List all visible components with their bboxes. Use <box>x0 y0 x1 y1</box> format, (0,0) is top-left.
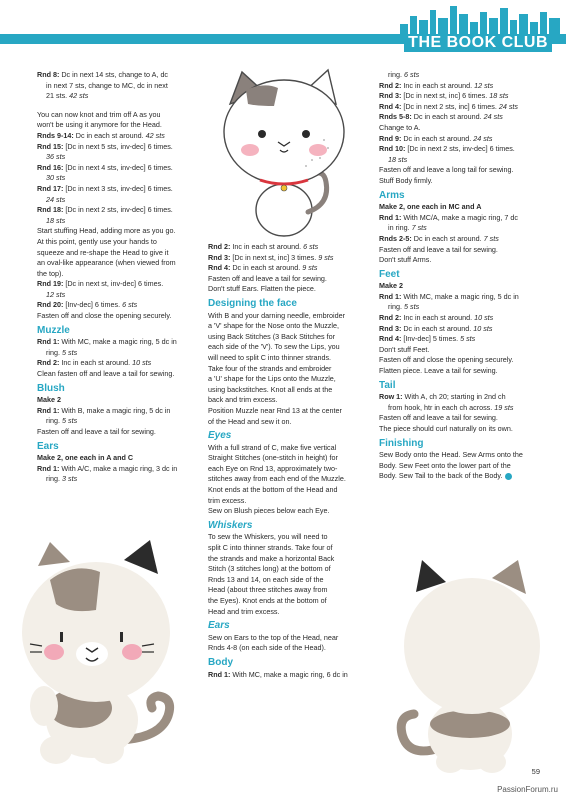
round-label: Rnds 2-5: <box>379 233 412 243</box>
section-heading: Eyes <box>208 430 232 442</box>
instruction-text: Straight Stitches (one-stitch in height) for <box>208 453 338 463</box>
text-line <box>208 554 373 565</box>
instruction-text: stitches away from each end of the Muzzle. <box>208 474 346 484</box>
instruction-text: [Inv-dec] 6 times. <box>63 300 123 310</box>
instruction-text: [Dc in next st, inc] 6 times. <box>401 91 490 101</box>
instruction-text: Fasten off and close the opening securely. <box>37 311 172 321</box>
section-heading: Whiskers <box>208 519 253 531</box>
instruction-text: At this point, gently use your hands to <box>37 236 157 246</box>
round-label: Rnd 2: <box>208 242 231 251</box>
text-line <box>379 334 549 345</box>
round-label: Rnd 1: <box>37 337 60 347</box>
text-line <box>37 70 202 81</box>
round-label: Make 2 <box>379 281 403 291</box>
stitch-count: 10 sts <box>473 323 493 333</box>
text-line <box>208 364 373 375</box>
round-label: Rnd 2: <box>37 358 60 368</box>
text-line <box>37 358 202 369</box>
stitch-count: 3 sts <box>61 474 78 484</box>
text-line <box>208 585 373 596</box>
stitch-count: 7 sts <box>411 223 427 233</box>
stitch-count: 24 sts <box>483 112 503 122</box>
instruction-text: Start stuffing Head, adding more as you go. <box>37 226 176 236</box>
text-line <box>37 348 202 359</box>
instruction-text: squeeze and re-shape the Head to give it <box>37 247 169 257</box>
instruction-text: the top). <box>37 268 64 278</box>
text-line <box>379 292 549 303</box>
text-line <box>37 248 202 259</box>
text-line <box>37 216 202 227</box>
text-line <box>37 205 202 216</box>
instruction-text: [Dc in next st, inc] 3 times. <box>230 252 319 262</box>
stitch-count: 5 sts <box>460 334 476 344</box>
stitch-count: 6 sts <box>122 300 138 310</box>
round-label: Rnd 1: <box>379 291 402 301</box>
stitch-count: 7 sts <box>483 233 499 243</box>
text-line <box>208 453 373 464</box>
instruction-text: using backstitches. Knot all ends at the <box>208 384 333 394</box>
instruction-text: [Dc in next 3 sts, inv-dec] 6 times. <box>63 183 173 193</box>
round-label: Rnd 15: <box>37 141 64 151</box>
section-heading: Ears <box>208 620 230 632</box>
text-line <box>379 176 549 187</box>
page-number: 59 <box>531 767 540 776</box>
instruction-text: With MC, make a magic ring, 6 dc in <box>230 669 348 679</box>
round-label: Rnd 4: <box>379 334 402 344</box>
text-line <box>379 112 549 123</box>
text-line <box>379 281 549 292</box>
round-label: Rnd 8: <box>37 70 60 79</box>
round-label: Rnd 3: <box>208 252 231 262</box>
text-line <box>379 366 549 377</box>
instruction-text: Rnds 4-8 (on each side of the Head). <box>208 643 326 653</box>
instruction-text: With MC, make a magic ring, 5 dc in <box>59 337 177 347</box>
text-line <box>37 195 202 206</box>
stitch-count: 5 sts <box>403 302 420 312</box>
text-line <box>37 369 202 380</box>
text-line <box>208 353 373 364</box>
text-line <box>37 81 202 92</box>
text-line <box>379 81 549 92</box>
text-line <box>37 184 202 195</box>
text-line <box>37 258 202 269</box>
instruction-text: Don't stuff Arms. <box>379 255 432 265</box>
section-heading: Designing the face <box>208 297 297 309</box>
instruction-text: ring. <box>46 474 62 484</box>
section-heading: Feet <box>379 268 400 280</box>
instruction-text: Head (about three stitches away from <box>208 585 328 595</box>
round-label: Make 2, one each in MC and A <box>379 202 482 212</box>
instruction-text: Dc in each st around. <box>401 323 474 333</box>
instruction-text: Don't stuff Feet. <box>379 344 430 354</box>
instruction-text: Dc in each st around. <box>411 112 484 122</box>
round-label: Rnd 1: <box>379 212 402 222</box>
text-line <box>37 142 202 153</box>
instruction-text: Rnds 13 and 14, on each side of the <box>208 574 324 584</box>
text-line <box>208 643 373 654</box>
text-line <box>379 450 549 461</box>
watermark-site: PassionForum.ru <box>497 785 558 794</box>
round-label: Rnds 5-8: <box>379 112 412 122</box>
text-line <box>379 134 549 145</box>
instruction-text: [Dc in next st, inv-dec] 6 times. <box>63 279 164 289</box>
instruction-text: in next 7 sts, change to MC, dc in next <box>46 80 168 90</box>
text-line <box>379 245 549 256</box>
stitch-count: 9 sts <box>302 263 318 273</box>
instruction-text: ring. <box>388 70 404 79</box>
round-label: Row 1: <box>379 392 403 402</box>
text-line <box>37 152 202 163</box>
instruction-text: each side of the 'V'). To sew the Lips, you <box>208 342 340 352</box>
instruction-text: Inc in each st around. <box>401 80 475 90</box>
stitch-count: 42 sts <box>69 91 89 101</box>
stitch-count: 12 sts <box>474 80 494 90</box>
instruction-text: Stitch (3 stitches long) at the bottom of <box>208 564 331 574</box>
instruction-text: each Eye on Rnd 13, approximately two- <box>208 463 338 473</box>
text-line <box>208 543 373 554</box>
instruction-text: Inc in each st around. <box>59 358 133 368</box>
stitch-count: 18 sts <box>489 91 509 101</box>
instruction-text: of the Head and sew it on. <box>208 416 292 426</box>
instruction-text: Change to A. <box>379 122 421 132</box>
stitch-count: 12 sts <box>46 289 66 299</box>
text-line <box>37 416 202 427</box>
text-line <box>208 506 373 517</box>
text-line <box>37 406 202 417</box>
text-line <box>379 70 549 81</box>
instruction-text: Flatten piece. Leave a tail for sewing. <box>379 366 498 376</box>
text-line <box>208 596 373 607</box>
text-line <box>37 131 202 142</box>
stitch-count: 18 sts <box>46 215 66 225</box>
stitch-count: 24 sts <box>473 133 493 143</box>
instruction-text: the Eyes). Knot ends at the bottom of <box>208 596 327 605</box>
text-line <box>37 453 202 464</box>
stitch-count: 5 sts <box>61 416 78 426</box>
instruction-text: a 'U' shape for the Lips onto the Muzzle, <box>208 374 336 384</box>
instruction-text: Fasten off and leave a tail for sewing. <box>37 427 156 436</box>
section-heading: Arms <box>379 189 405 201</box>
round-label: Rnd 9: <box>379 133 402 143</box>
instruction-text: ring. <box>46 347 62 357</box>
instruction-text: Fasten off and leave a long tail for sewing. <box>379 165 514 175</box>
cat-illustration <box>208 62 373 242</box>
instruction-text: Fasten off and leave a tail for sewing. <box>379 244 498 254</box>
instruction-text: With A/C, make a magic ring, 3 dc in <box>59 463 178 473</box>
instruction-text: [Dc in next 4 sts, inv-dec] 6 times. <box>63 162 173 172</box>
instruction-text: [Dc in next 2 sts, inv-dec] 6 times. <box>405 144 515 154</box>
instruction-text: Dc in each st around. <box>411 233 484 243</box>
text-line <box>208 332 373 343</box>
instruction-text: Sew Body onto the Head. Sew Arms onto the <box>379 450 523 460</box>
text-line <box>37 226 202 237</box>
text-line <box>379 403 549 414</box>
round-label: Rnd 2: <box>379 80 402 90</box>
instruction-text: Clean fasten off and leave a tail for sewing. <box>37 369 175 379</box>
stitch-count: 6 sts <box>303 242 319 251</box>
instruction-text: With B, make a magic ring, 5 dc in <box>59 405 171 415</box>
text-line <box>208 406 373 417</box>
text-line <box>37 464 202 475</box>
text-line <box>37 279 202 290</box>
round-label: Make 2, one each in A and C <box>37 453 134 463</box>
stitch-count: 5 sts <box>61 347 78 357</box>
text-line <box>208 417 373 428</box>
stitch-count: 10 sts <box>474 313 494 323</box>
stitch-count: 30 sts <box>46 173 66 183</box>
text-line <box>37 91 202 102</box>
stitch-count: 19 sts <box>494 402 514 412</box>
text-line <box>379 165 549 176</box>
instruction-text: You can now knot and trim off A as you <box>37 109 161 119</box>
text-line <box>208 633 373 644</box>
instruction-text: back and trim excess. <box>208 395 278 405</box>
stitch-count: 24 sts <box>46 194 66 204</box>
text-line <box>379 144 549 155</box>
instruction-text: Dc in each st around. <box>73 130 146 140</box>
end-marker-icon <box>505 473 512 480</box>
text-line <box>208 464 373 475</box>
text-line <box>208 496 373 507</box>
instruction-text: Body. Sew Feet onto the lower part of the <box>379 460 511 470</box>
instruction-text: Fasten off and leave a tail for sewing. <box>208 273 327 283</box>
round-label: Rnd 1: <box>37 405 60 415</box>
column-middle <box>208 242 373 680</box>
instruction-text: [Dc in next 5 sts, inv-dec] 6 times. <box>63 141 173 151</box>
text-line <box>208 284 373 295</box>
instruction-text: Inc in each st around. <box>401 313 475 323</box>
text-line <box>37 163 202 174</box>
column-left <box>37 70 202 485</box>
text-line <box>379 471 549 482</box>
text-line <box>208 485 373 496</box>
text-line <box>208 374 373 385</box>
round-label: Rnd 3: <box>379 91 402 101</box>
instruction-text: will need to split C into thinner strands. <box>208 352 332 362</box>
instruction-text: Dc in each st around. <box>401 133 474 143</box>
stitch-count: 6 sts <box>403 70 420 79</box>
text-line <box>37 269 202 280</box>
round-label: Rnd 20: <box>37 300 64 310</box>
instruction-text: Body. Sew Tail to the back of the Body. <box>379 471 503 481</box>
instruction-text: Fasten off and close the opening securely. <box>379 355 514 365</box>
text-line <box>379 324 549 335</box>
section-heading: Body <box>208 656 233 668</box>
text-line <box>379 345 549 356</box>
instruction-text: With A, ch 20; starting in 2nd ch <box>402 392 506 402</box>
paragraph-gap <box>37 102 202 110</box>
amigurumi-cat-photo-front <box>0 540 205 770</box>
instruction-text: With MC/A, make a magic ring, 7 dc <box>401 212 518 222</box>
text-line <box>37 173 202 184</box>
section-heading: Ears <box>37 440 59 452</box>
round-label: Rnd 4: <box>379 101 402 111</box>
text-line <box>37 337 202 348</box>
text-line <box>379 155 549 166</box>
section-heading: Tail <box>379 379 396 391</box>
text-line <box>208 395 373 406</box>
round-label: Rnd 17: <box>37 183 64 193</box>
text-line <box>379 413 549 424</box>
text-line <box>379 392 549 403</box>
text-line <box>379 91 549 102</box>
text-line <box>37 427 202 438</box>
instruction-text: from hook, htr in each ch across. <box>388 402 495 412</box>
text-line <box>379 123 549 134</box>
text-line <box>37 395 202 406</box>
text-line <box>379 302 549 313</box>
text-line <box>379 461 549 472</box>
text-line <box>208 474 373 485</box>
stitch-count: 18 sts <box>388 154 408 164</box>
instruction-text: Head and trim excess. <box>208 606 280 616</box>
round-label: Rnds 9-14: <box>37 130 74 140</box>
text-line <box>379 213 549 224</box>
text-line <box>37 474 202 485</box>
text-line <box>379 424 549 435</box>
instruction-text: Inc in each st around. <box>230 242 304 251</box>
text-line <box>37 290 202 301</box>
stitch-count: 10 sts <box>132 358 152 368</box>
round-label: Rnd 3: <box>379 323 402 333</box>
section-heading: Muzzle <box>37 324 70 336</box>
text-line <box>37 311 202 322</box>
text-line <box>379 202 549 213</box>
instruction-text: Knot ends at the bottom of the Head and <box>208 485 338 495</box>
text-line <box>379 355 549 366</box>
instruction-text: won't be using it anymore for the Head. <box>37 120 162 130</box>
instruction-text: trim excess. <box>208 495 247 505</box>
text-line <box>208 607 373 618</box>
text-line <box>208 321 373 332</box>
text-line <box>37 120 202 131</box>
text-line <box>379 223 549 234</box>
instruction-text: 21 sts. <box>46 91 70 101</box>
instruction-text: To sew the Whiskers, you will need to <box>208 532 328 542</box>
round-label: Rnd 1: <box>37 463 60 473</box>
round-label: Rnd 10: <box>379 144 406 154</box>
column-right <box>379 70 549 482</box>
instruction-text: using Back Stitches (3 Back Stitches for <box>208 331 336 341</box>
round-label: Rnd 1: <box>208 669 231 679</box>
instruction-text: With B and your darning needle, embroider <box>208 310 346 320</box>
instruction-text: The piece should curl naturally on its own. <box>379 424 513 433</box>
round-label: Rnd 4: <box>208 263 231 273</box>
text-line <box>208 443 373 454</box>
text-line <box>379 313 549 324</box>
stitch-count: 36 sts <box>46 152 66 162</box>
instruction-text: split C into thinner strands. Take four of <box>208 543 333 553</box>
text-line <box>208 564 373 575</box>
text-line <box>379 102 549 113</box>
text-line <box>37 237 202 248</box>
instruction-text: the strands and make a horizontal Back <box>208 553 335 563</box>
instruction-text: [Inv-dec] 5 times. <box>401 334 461 344</box>
text-line <box>208 575 373 586</box>
stitch-count: 24 sts <box>498 101 519 111</box>
instruction-text: Sew on Ears to the top of the Head, near <box>208 632 339 642</box>
text-line <box>208 670 373 681</box>
text-line <box>208 253 373 264</box>
instruction-text: Stuff Body firmly. <box>379 175 433 185</box>
instruction-text: Fasten off and leave a tail for sewing. <box>379 413 498 423</box>
round-label: Rnd 18: <box>37 205 64 215</box>
text-line <box>208 311 373 322</box>
text-line <box>37 110 202 121</box>
amigurumi-cat-photo-back <box>380 548 545 778</box>
round-label: Rnd 19: <box>37 279 64 289</box>
instruction-text: With a full strand of C, make five vertical <box>208 442 337 452</box>
instruction-text: in ring. <box>388 223 412 233</box>
header-bar <box>0 0 566 56</box>
instruction-text: With MC, make a magic ring, 5 dc in <box>401 291 519 301</box>
text-line <box>208 242 373 253</box>
instruction-text: Take four of the strands and embroider <box>208 363 332 373</box>
round-label: Make 2 <box>37 395 61 405</box>
instruction-text: Dc in next 14 sts, change to A, dc <box>59 70 169 79</box>
round-label: Rnd 2: <box>379 313 402 323</box>
section-heading: Blush <box>37 382 65 394</box>
text-line <box>208 274 373 285</box>
instruction-text: Dc in each st around. <box>230 263 303 273</box>
text-line <box>208 385 373 396</box>
instruction-text: an oval-like appearance (when viewed from <box>37 258 176 268</box>
instruction-text: Position Muzzle near Rnd 13 at the center <box>208 405 342 415</box>
text-line <box>379 234 549 245</box>
text-line <box>208 342 373 353</box>
text-line <box>379 255 549 266</box>
section-heading: Finishing <box>379 437 424 449</box>
instruction-text: Sew on Blush pieces below each Eye. <box>208 506 330 516</box>
instruction-text: ring. <box>46 416 62 426</box>
stitch-count: 42 sts <box>145 130 165 140</box>
instruction-text: a 'V' shape for the Nose onto the Muzzle, <box>208 321 339 331</box>
text-line <box>37 300 202 311</box>
text-line <box>208 263 373 274</box>
skyline-graphic <box>400 6 560 36</box>
instruction-text: [Dc in next 2 sts, inv-dec] 6 times. <box>63 205 173 215</box>
instruction-text: ring. <box>388 302 404 312</box>
instruction-text: [Dc in next 2 sts, inc] 6 times. <box>401 101 499 111</box>
stitch-count: 9 sts <box>318 252 334 262</box>
text-line <box>208 532 373 543</box>
brand-title: THE BOOK CLUB <box>404 34 552 52</box>
instruction-text: Don't stuff Ears. Flatten the piece. <box>208 284 316 294</box>
round-label: Rnd 16: <box>37 162 64 172</box>
